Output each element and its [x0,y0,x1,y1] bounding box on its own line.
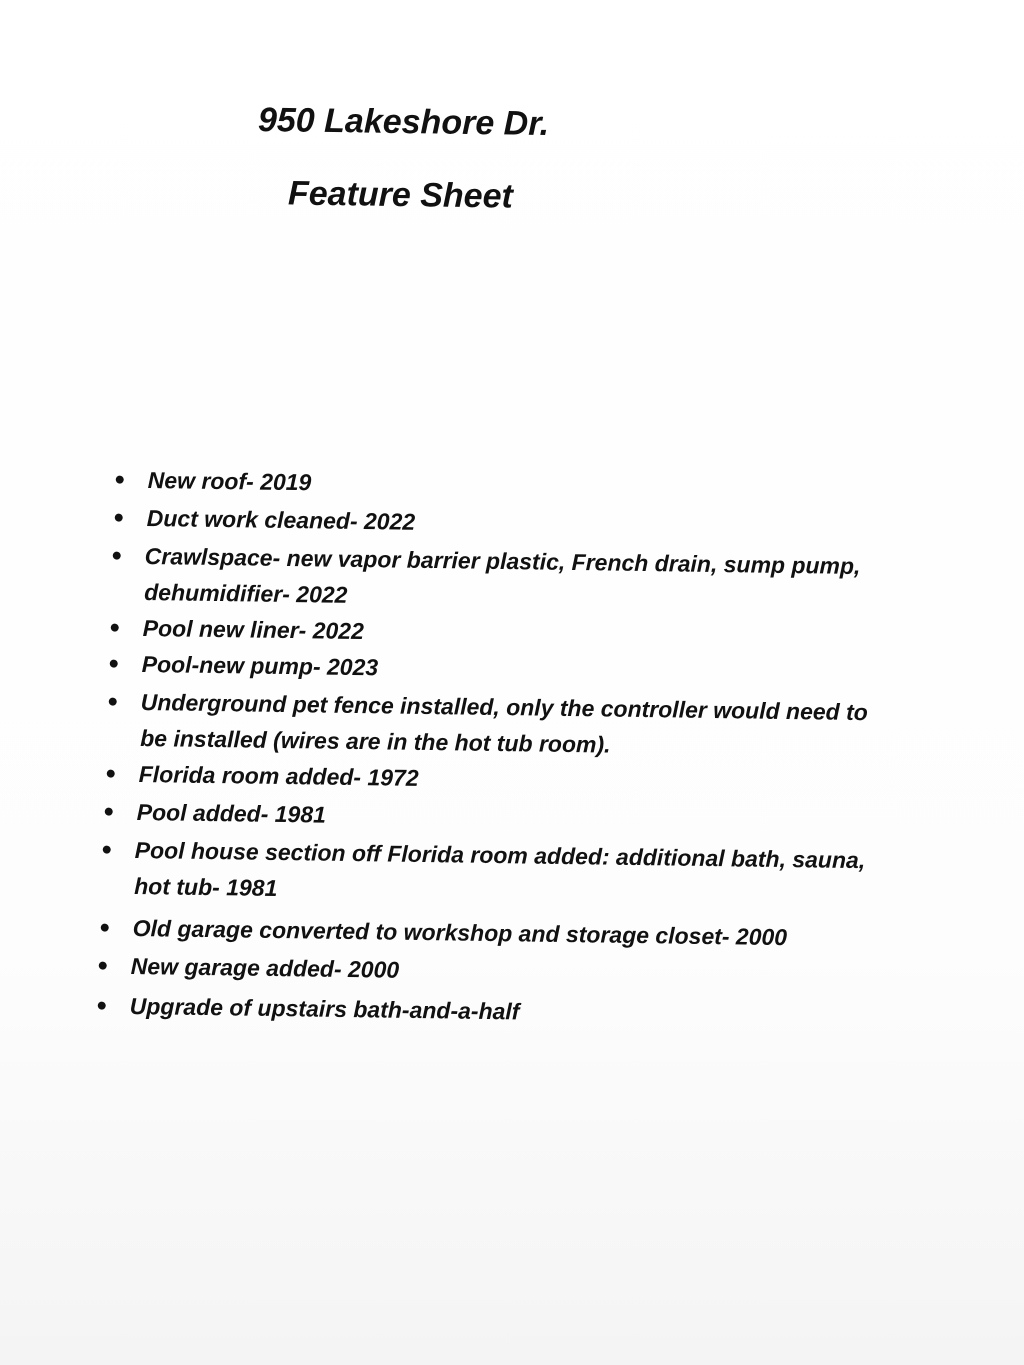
feature-item [146,500,415,540]
feature-text: Pool-new pump- 2023 [141,650,379,681]
bullet-icon [115,514,123,522]
bullet-icon [103,846,111,854]
feature-text: Florida room added- 1972 [138,760,419,791]
document-subtitle: Feature Sheet [287,174,514,216]
feature-text: New garage added- 2000 [130,952,400,983]
feature-item [140,684,868,766]
feature-text: Upgrade of upstairs bath-and-a-half [129,992,520,1025]
feature-text: hot tub- 1981 [134,872,278,901]
bullet-icon [98,1002,106,1010]
bullet-icon [116,476,124,484]
bullet-icon [99,962,107,970]
feature-item [134,832,865,914]
feature-text: Pool house section off Florida room added: additional bath, sauna, [134,836,866,874]
feature-text: New roof- 2019 [147,466,312,496]
feature-item [129,988,519,1029]
feature-item [132,910,787,955]
feature-item [147,462,311,500]
document-title: 950 Lakeshore Dr. [257,100,550,144]
bullet-icon [110,660,118,668]
feature-text: Underground pet fence installed, only the controller would need to [140,688,868,726]
feature-item [130,948,399,988]
bullet-icon [113,552,121,560]
bullet-icon [105,808,113,816]
bullet-icon [101,924,109,932]
feature-text: Duct work cleaned- 2022 [146,504,416,535]
feature-item [138,756,418,796]
feature-item [136,794,326,833]
feature-item [144,538,861,620]
bullet-icon [109,698,117,706]
feature-text: be installed (wires are in the hot tub room). [140,724,611,758]
feature-item [141,646,378,685]
bullet-icon [111,624,119,632]
bullet-icon [107,770,115,778]
feature-text: Crawlspace- new vapor barrier plastic, French drain, sump pump, [144,542,861,579]
feature-text: Old garage converted to workshop and storage closet- 2000 [132,914,788,951]
feature-text: Pool added- 1981 [136,798,327,828]
feature-text: Pool new liner- 2022 [142,614,365,645]
feature-item [142,610,364,649]
feature-text: dehumidifier- 2022 [144,578,348,608]
